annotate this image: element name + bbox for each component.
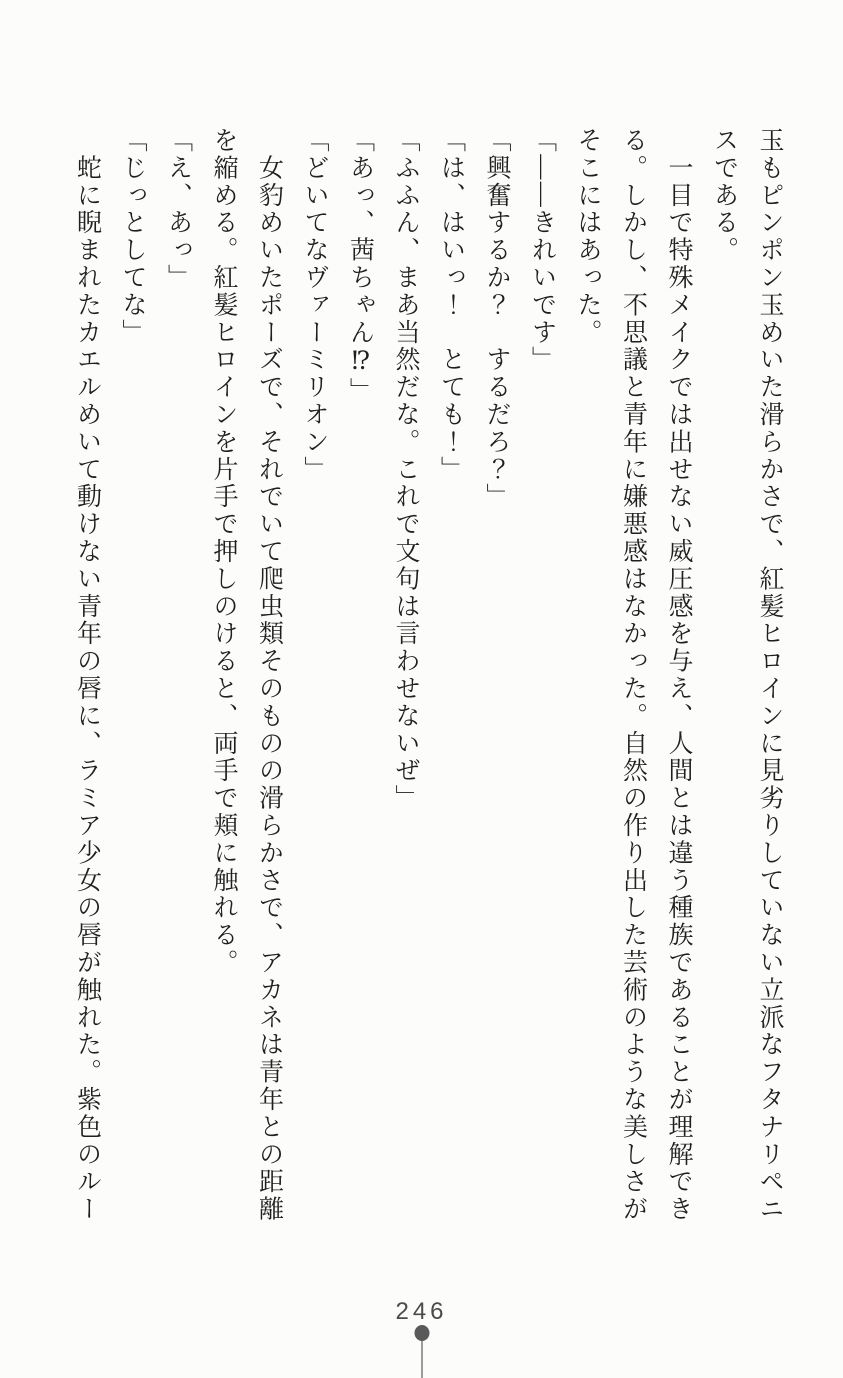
- text-line: スである。: [710, 127, 738, 264]
- text-line-dialogue: 「——きれいです」: [528, 127, 556, 374]
- page-pin-icon: [414, 1325, 430, 1378]
- text-block: [64, 127, 792, 1227]
- pin-stem: [421, 1339, 423, 1378]
- text-line: を縮める。紅髪ヒロインを片手で押しのけると、両手で頬に触れる。: [210, 127, 237, 977]
- text-line-dialogue: 「どいてなヴァーミリオン」: [301, 127, 328, 484]
- text-line-dialogue: 「え、あっ」: [164, 127, 192, 292]
- text-line: 玉もピンポン玉めいた滑らかさで、紅髪ヒロインに見劣りしていない立派なフタナリペニ: [756, 127, 783, 1223]
- text-line-dialogue: 「ふふん、まあ当然だな。これで文句は言わせないぜ」: [392, 127, 419, 812]
- text-line-dialogue: 「は、はいっ！ とても！」: [437, 127, 465, 484]
- text-line: 蛇に睨まれたカエルめいて動けない青年の唇に、ラミア少女の唇が触れた。紫色のルー: [73, 127, 101, 1223]
- page-footer: [0, 1298, 843, 1378]
- text-line: そこにはあった。: [574, 127, 601, 347]
- page-number: 246: [395, 1298, 448, 1325]
- text-line: 女豹めいたポーズで、それでいて爬虫類そのものの滑らかさで、アカネは青年との距離: [255, 127, 283, 1223]
- text-line-dialogue: 「あっ、茜ちゃん⁉」: [346, 127, 374, 405]
- text-line-dialogue: 「興奮するか？ するだろ？」: [483, 127, 510, 511]
- text-line: 一目で特殊メイクでは出せない威圧感を与え、人間とは違う種族であることが理解でき: [665, 127, 692, 1223]
- text-line-dialogue: 「じっとしてな」: [119, 127, 146, 347]
- text-line: る。しかし、不思議と青年に嫌悪感はなかった。自然の作り出した芸術のような美しさが: [619, 127, 647, 1223]
- pin-head: [414, 1325, 429, 1341]
